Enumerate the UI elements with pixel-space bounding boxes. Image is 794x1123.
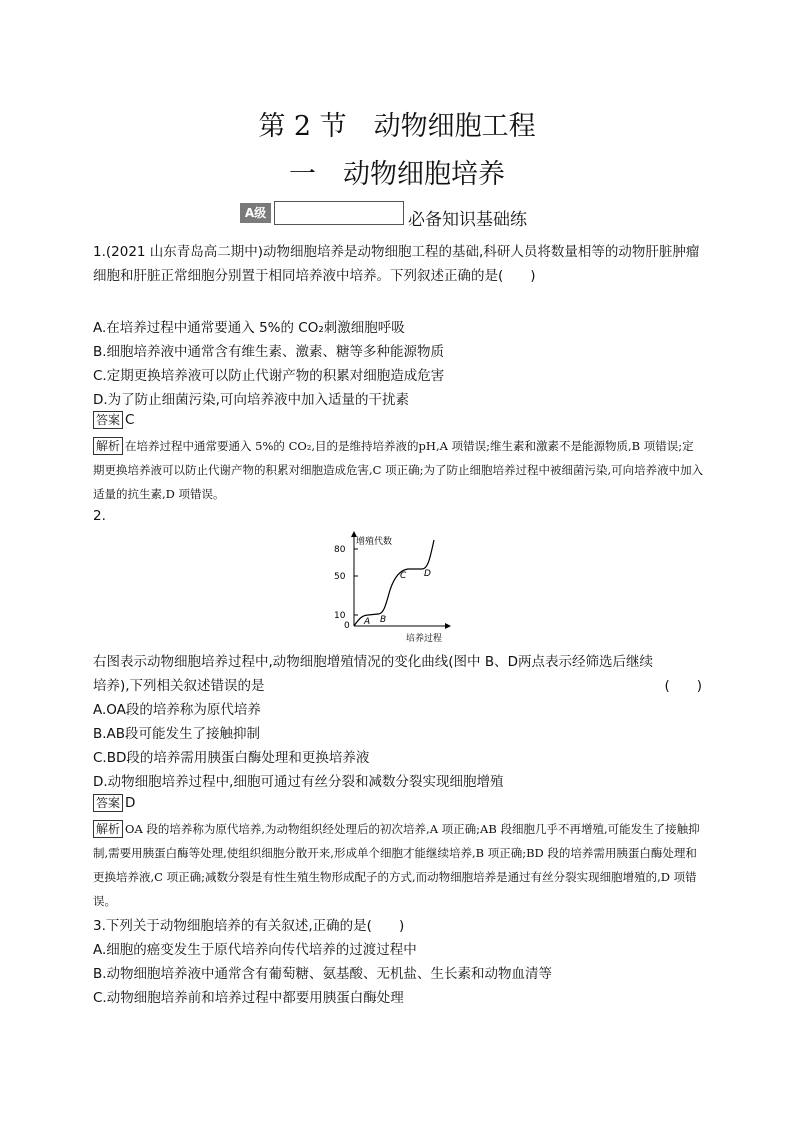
level-badge: A级 (240, 203, 271, 223)
q3-option-c: C.动物细胞培养前和培养过程中都要用胰蛋白酶处理 (93, 990, 404, 1006)
q1-option-a: A.在培养过程中通常要通入 5%的 CO₂刺激细胞呼吸 (93, 320, 405, 336)
q1-option-c: C.定期更换培养液可以防止代谢产物的积累对细胞造成危害 (93, 368, 445, 384)
y-tick-label-80: 80 (334, 545, 346, 555)
x-axis-arrow (445, 623, 451, 629)
q2-number: 2. (93, 508, 106, 524)
y-tick-label-10: 10 (334, 611, 346, 621)
q2-option-d: D.动物细胞培养过程中,细胞可通过有丝分裂和减数分裂实现细胞增殖 (93, 774, 504, 790)
q2-option-c: C.BD段的培养需用胰蛋白酶处理和更换培养液 (93, 750, 370, 766)
level-label: 必备知识基础练 (408, 210, 527, 230)
point-label-b: B (380, 615, 387, 625)
q1-answer (93, 411, 134, 429)
explanation-text: 在培养过程中通常要通入 5%的 CO₂,目的是维持培养液的pH,A 项错误;维生素和激素不是能源物质,B 项错误;定期更换培养液可以防止代谢产物的积累对细胞造成危害,C 项正确;为了防止细胞培养过程中被细菌污染,可向培养液中加入适量的抗生素,D 项错误。 (93, 439, 704, 501)
q1-option-d: D.为了防止细菌污染,可向培养液中加入适量的干扰素 (93, 392, 409, 408)
explain-tag: 解析 (93, 820, 123, 838)
point-label-d: D (424, 569, 431, 579)
explain-tag: 解析 (93, 437, 123, 455)
point-label-a: A (364, 617, 371, 627)
answer-tag: 答案 (93, 794, 123, 812)
q1-explanation (93, 434, 705, 506)
growth-curve-line (354, 540, 434, 626)
answer-tag: 答案 (93, 411, 123, 429)
y-tick-label-0: 0 (344, 621, 350, 631)
q2-answer (93, 794, 135, 812)
explanation-text: OA 段的培养称为原代培养,为动物组织经处理后的初次培养,A 项正确;AB 段细胞几乎不再增殖,可能发生了接触抑制,需要用胰蛋白酶等处理,使组织细胞分散开来,形成单个细胞才能继续培养,B 项正确;BD 段的培养需用胰蛋白酶处理和更换培养液,C 项正确;减数分裂是有性生殖生物形成配子的方式,而动物细胞培养是通过有丝分裂实现细胞增殖的,D 项错误。 (93, 822, 700, 908)
y-tick-label-50: 50 (334, 572, 346, 582)
q2-option-b: B.AB段可能发生了接触抑制 (93, 726, 261, 742)
growth-curve-chart (330, 528, 460, 646)
q1-option-b: B.细胞培养液中通常含有维生素、激素、糖等多种能源物质 (93, 344, 445, 360)
section-subtitle: 一 动物细胞培养 (289, 159, 505, 190)
point-label-c: C (400, 571, 407, 581)
q2-answer-paren: ( ) (664, 678, 702, 694)
q2-option-a: A.OA段的培养称为原代培养 (93, 702, 261, 718)
q1-stem: 1.(2021 山东青岛高二期中)动物细胞培养是动物细胞工程的基础,科研人员将数量相等的动物肝脏肿瘤细胞和肝脏正常细胞分别置于相同培养液中培养。下列叙述正确的是( ) (93, 244, 700, 284)
q3-option-b: B.动物细胞培养液中通常含有葡萄糖、氨基酸、无机盐、生长素和动物血清等 (93, 966, 553, 982)
q3-option-a: A.细胞的癌变发生于原代培养向传代培养的过渡过程中 (93, 942, 417, 958)
q2-explanation (93, 817, 705, 913)
level-blank-box (274, 201, 404, 225)
section-title: 第 2 节 动物细胞工程 (258, 111, 536, 142)
y-axis-label: 增殖代数 (356, 537, 393, 547)
q2-stem: 右图表示动物细胞培养过程中,动物细胞增殖情况的变化曲线(图中 B、D两点表示经筛选后继续培养),下列相关叙述错误的是 (93, 654, 654, 694)
answer-value: D (125, 795, 136, 811)
x-axis-label: 培养过程 (406, 634, 443, 644)
q3-stem: 3.下列关于动物细胞培养的有关叙述,正确的是( ) (93, 918, 405, 934)
answer-value: C (125, 412, 135, 428)
